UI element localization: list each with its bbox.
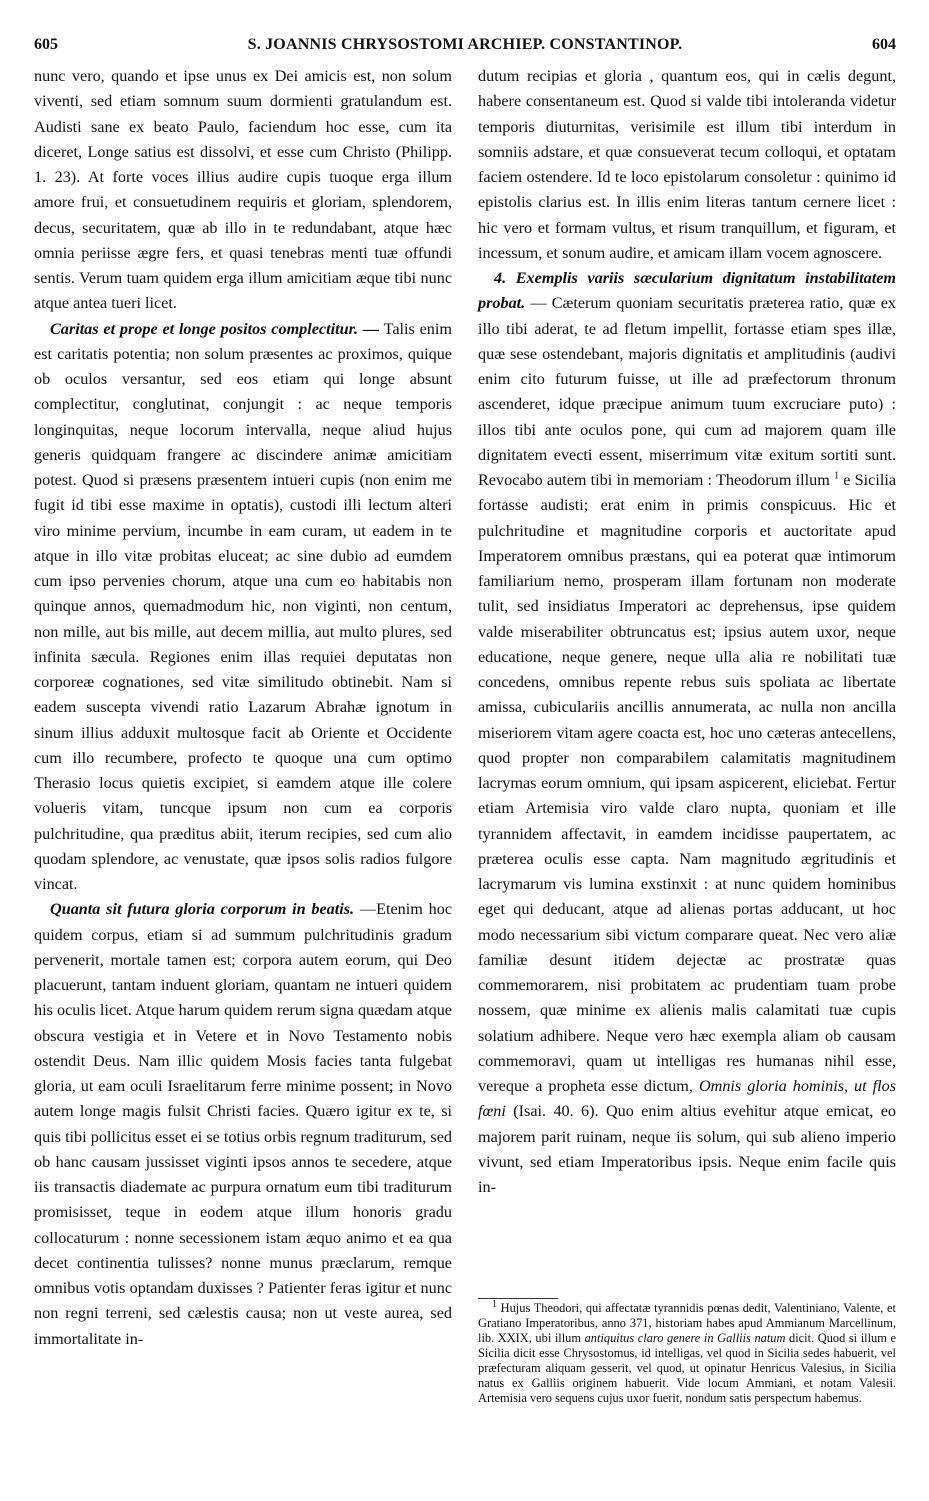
footnote-reference: 1 <box>834 470 840 482</box>
footnote-text-a: Hujus Theodori, qui affectatæ tyrannidis pœnas dedit, Valentiniano, Valente, et Gratiano Imperatoribus, anno 371, historiam habes apud Ammianum Marcellinum, lib. XXIX, ubi illum <box>478 1301 896 1345</box>
section-heading-gloria: Quanta sit futura gloria corporum in beatis. <box>50 900 355 919</box>
footnote-rule <box>478 1298 558 1299</box>
footnote <box>478 1298 896 1406</box>
footnote-text <box>478 1298 896 1406</box>
footnote-mark: 1 <box>492 1298 497 1310</box>
running-title: S. JOANNIS CHRYSOSTOMI ARCHIEP. CONSTANTINOP. <box>247 36 683 53</box>
footnote-text-b: dicit. Quod si illum e Sicilia dicit esse Chrysostomus, id intelligas, vel quod in Sicilia sedes habuerit, vel præfecturam aliquam gesserit, vel quod, ut opinatur Henricus Valesius, in Sicilia natus ex Galliis originem habuerit. Vide locum Ammiani, et notam Valesii. Artemisia vero sequens cujus uxor fuerit, nondum satis perspectum habemus. <box>478 1331 896 1405</box>
left-paragraph-1: nunc vero, quando et ipse unus ex Dei amicis est, non solum viventi, sed etiam somnum suum dormienti gratulandum est. Audisti sane ex beato Paulo, faciendum hoc esse, cum ita diceret, Longe satius est dissolvi, et esse cum Christo (Philipp. 1. 23). At forte voces illius audire cupis tuoque erga illum amore frui, et consuetudinem requiris et gloriam, splendorem, decus, securitatem, quæ ab illo in te redundabant, atque hæc omnia periisse ægre fers, et quasi tenebras menti tuæ offundi sentis. Verum tuam quidem erga illum amicitiam æque tibi nunc atque antea tueri licet. <box>34 67 452 313</box>
scripture-citation: (Isai. 40. 6). <box>513 1102 599 1121</box>
left-paragraph-3 <box>34 897 452 1352</box>
section-text-caritas: Talis enim est caritatis potentia; non solum præsentes ac proximos, quique ob oculos versantur, sed eos etiam qui longe absunt complectitur, conglutinat, conjungit : ac neque temporis longinquitas, neque locorum intervalla, neque aliud hujus generis quidquam frangere ac discindere animæ amicitiam potest. Quod si præsens præsentem intueri cupis (non enim me fugit id tibi esse maxime in optatis), custodi illi lectum alteri viro minime pervium, incumbe in eam curam, ut eadem in te atque in illo vitæ probitas eluceat; ac sine dubio ad eumdem cum ipso pervenies chorum, atque una cum eo habitabis non quinque annos, quemadmodum hic, non viginti, non centum, non mille, aut bis mille, aut decem millia, aut multo plures, sed infinita sæcula. Regiones enim illas requiei deputatas non corporeæ cognationes, sed vitæ similitudo obtinebit. Nam si eadem suscepta vivendi ratio Lazarum Abrahæ ignotum in sinum illius adduxit multosque facit ab Oriente et Occidente cum illo recumbere, profecto te quoque una cum optimo Therasio locus quietis excipiet, si eamdem atque ille colere volueris vitam, tuncque ipsum non cum ea corporis pulchritudine, qua præditus abiit, iterum recipies, sed cum alio quodam splendore, ac venustate, quæ ipsos solis radios fulgore vincat. <box>34 319 452 893</box>
left-column <box>34 64 452 1352</box>
section-heading-caritas: Caritas et prope et longe positos complectitur. — <box>50 319 380 338</box>
right-paragraph-1: dutum recipias et gloria , quantum eos, qui in cælis degunt, habere consentaneum est. Quod si valde tibi intoleranda videtur temporis diuturnitas, verisimile est illum tibi interdum in somniis adstare, et quæ consueverat tecum colloqui, et optatam faciem ostendere. Id te loco epistolarum consoletur : quinimo id epistolis clarius est. In illis enim literas tantum cernere licet : hic vero et formam vultus, et risum tranquillum, et figuram, et incessum, et sonum audire, et amicam illam vocem agnoscere. <box>478 67 896 262</box>
section-text-exemplis-3: Quo enim altius evehitur atque emicat, eo majorem parit ruinam, neque iis solum, qui sub alieno imperio vivunt, sed etiam Imperatoribus ipsis. Neque enim facile quis in- <box>478 1102 897 1196</box>
right-column <box>478 64 896 1200</box>
section-text-exemplis: — Cæterum quoniam securitatis præterea ratio, quæ ex illo tibi aderat, te ad fletum impellit, fortasse etiam spes illæ, quæ sese ostendebant, majoris dignitatis et amplitudinis (audivi enim cito futurum fuisse, ut ille ad præfectorum thronum ascenderet, idque præcipue animum tuum excruciare puto) : illos tibi ante oculos pone, qui cum ad majorem quam ille dignitatem evecti essent, miserrimum vitæ exitum sortiti sunt. Revocabo autem tibi in memoriam : Theodorum illum <box>478 294 896 489</box>
section-text-gloria: —Etenim hoc quidem corpus, etiam si ad summum pulchritudinis gradum pervenerit, mortale tamen est; corpora autem eorum, qui Deo placuerunt, tantam induent gloriam, quantam ne intueri quidem his oculis licet. Atque harum quidem rerum signa quædam atque obscura vestigia et in Vetere et in Novo Testamento nobis ostendit Deus. Nam illic quidem Mosis facies tanta fulgebat gloria, ut eam oculi Israelitarum ferre minime possent; in Novo autem longe magis fulsit Christi facies. Quæro igitur ex te, si quis tibi pollicitus esset ei se totius orbis regnum traditurum, sed ob hanc causam jussisset viginti ipsos annos te secedere, atque iis transactis diademate ac purpura ornatum eum tibi traditurum promisisset, teque in eodem atque illum honoris gradu collocaturum : nonne secessionem istam æquo animo et ea qua decet continentia tulisses? nonne munus præclarum, remque omnibus votis optandam duxisses ? Patienter feras igitur et nunc non regni terreni, sed cælestis causa; non ut veste aurea, sed immortalitate in- <box>34 900 453 1348</box>
right-paragraph-2 <box>478 266 896 1200</box>
page-number-left: 605 <box>34 36 58 53</box>
page-number-right: 604 <box>872 36 896 53</box>
page-header <box>34 36 896 62</box>
section-text-exemplis-2: e Sicilia fortasse audisti; erat enim in primis conspicuus. Hic et pulchritudine et magnitudine corporis et auctoritate apud Imperatorem omnibus præstans, qui ea poterat quæ intimorum familiarium nemo, prosperam illam fortunam non moderate tulit, sed insidiatus Imperatori ac deprehensus, ipse quidem valde miserabiliter obtruncatus est; ipsius autem uxor, neque educatione, neque genere, neque ulla alia re nobilitati tuæ concedens, omnibus repente rebus suis spoliata ac libertate amissa, cubiculariis ancillis annumerata, ac nulla non ancilla miseriorem vitam agere coacta est, hoc uno cæteras antecellens, quod propter non comparabilem calamitatis magnitudinem lacrymas eorum omnium, qui ipsam aspicerent, eliciebat. Fertur etiam Artemisia viro valde claro nupta, quoniam et ille tyrannidem affectavit, in eamdem incidisse paupertatem, ac præterea oculis esse capta. Nam magnitudo ægritudinis et lacrymarum vis lumina exstinxit : at nunc quidem hominibus eget qui deducant, atque ad alienas portas adducant, ut hoc modo necessarium sibi victum comparare queat. Nec vero aliæ familiæ desunt itidem dejectæ ac prostratæ quas commemorarem, nisi probitatem ac prudentiam tuam probe nossem, quæ minime ex alienis malis calamitati tuæ cupis solatium adhibere. Neque vero hæc exempla aliam ob causam commemoravi, quam ut intelligas res humanas nihil esse, vereque a propheta esse dictum, <box>478 471 897 1095</box>
scripture-quote: Omnis gloria hominis, ut flos fœni <box>478 1077 896 1121</box>
footnote-italic: antiquitus claro genere in Galliis natum <box>584 1331 786 1345</box>
section-heading-exemplis: 4. Exemplis variis sæcularium dignitatum instabilitatem probat. <box>478 269 896 313</box>
left-paragraph-2 <box>34 317 452 898</box>
